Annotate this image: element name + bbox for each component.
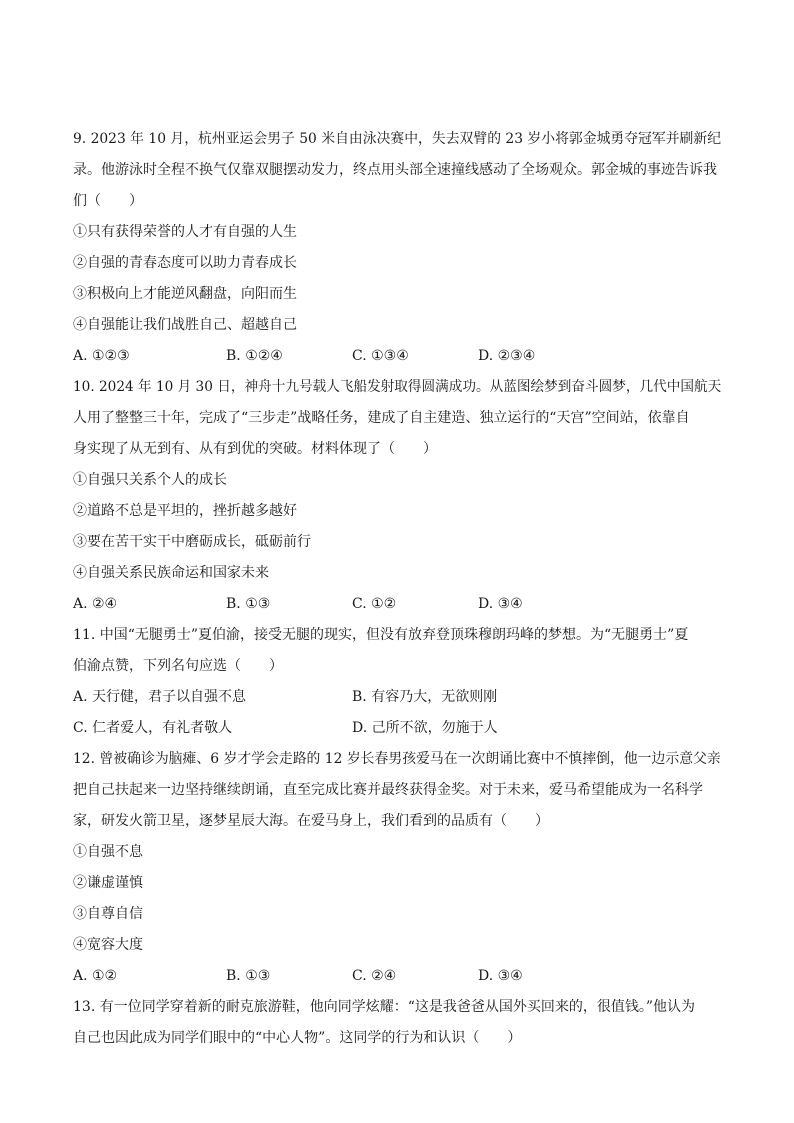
q9-stem-line-1: 9. 2023 年 10 月，杭州亚运会男子 50 米自由泳决赛中，失去双臂的 23 岁小将郭金城勇夺冠军并刷新纪	[73, 131, 722, 147]
q11-option-d: D. 己所不欲，勿施于人	[352, 720, 498, 736]
q9-stem-line-2: 录。他游泳时全程不换气仅靠双腿摆动发力，终点用头部全速撞线感动了全场观众。郭金城的事迹告诉我	[73, 162, 717, 178]
q9-option-a: A. ①②③	[73, 348, 130, 364]
q12-statement-4: ④宽容大度	[73, 937, 143, 953]
q12-option-d: D. ③④	[478, 968, 523, 984]
q10-statement-2: ②道路不总是平坦的，挫折越多越好	[73, 503, 297, 519]
q10-stem-line-2: 人用了整整三十年，完成了“三步走”战略任务，建成了自主建造、独立运行的“天宫”空间站，依靠自	[73, 410, 690, 426]
q10-option-d: D. ③④	[478, 596, 523, 612]
q12-stem-line-3: 家，研发火箭卫星，逐梦星辰大海。在爱马身上，我们看到的品质有（ ）	[73, 813, 549, 829]
q12-stem-line-2: 把自己扶起来一边坚持继续朗诵，直至完成比赛并最终获得金奖。对于未来，爱马希望能成为一名科学	[73, 782, 703, 798]
q11-stem-line-1: 11. 中国“无腿勇士”夏伯渝，接受无腿的现实，但没有放弃登顶珠穆朗玛峰的梦想。为“无腿勇士”夏	[73, 627, 689, 643]
q12-option-a: A. ①②	[73, 968, 118, 984]
q9-statement-3: ③积极向上才能逆风翻盘，向阳而生	[73, 286, 297, 302]
q10-option-a: A. ②④	[73, 596, 118, 612]
q10-stem-line-1: 10. 2024 年 10 月 30 日，神舟十九号载人飞船发射取得圆满成功。从蓝图绘梦到奋斗圆梦，几代中国航天	[73, 379, 722, 395]
q12-option-c: C. ②④	[352, 968, 397, 984]
q12-option-b: B. ①③	[226, 968, 271, 984]
q12-statement-1: ①自强不息	[73, 844, 143, 860]
q9-statement-1: ①只有获得荣誉的人才有自强的人生	[73, 224, 297, 240]
q10-stem-line-3: 身实现了从无到有、从有到优的突破。材料体现了（ ）	[73, 441, 437, 457]
q13-stem-line-1: 13. 有一位同学穿着新的耐克旅游鞋，他向同学炫耀：“这是我爸爸从国外买回来的，很值钱。”他认为	[73, 999, 696, 1015]
q11-option-a: A. 天行健，君子以自强不息	[73, 689, 247, 705]
q10-statement-1: ①自强只关系个人的成长	[73, 472, 227, 488]
q9-option-b: B. ①②④	[226, 348, 283, 364]
q12-statement-2: ②谦虚谨慎	[73, 875, 143, 891]
q11-stem-line-2: 伯渝点赞，下列名句应选（ ）	[73, 658, 283, 674]
q9-stem-line-3: 们（ ）	[73, 193, 143, 209]
q10-statement-3: ③要在苦干实干中磨砺成长，砥砺前行	[73, 534, 311, 550]
q12-stem-line-1: 12. 曾被确诊为脑瘫、6 岁才学会走路的 12 岁长春男孩爱马在一次朗诵比赛中不慎摔倒，他一边示意父亲	[73, 751, 721, 767]
q11-option-c: C. 仁者爱人，有礼者敬人	[73, 720, 233, 736]
q13-stem-line-2: 自己也因此成为同学们眼中的“中心人物”。这同学的行为和认识（ ）	[73, 1030, 522, 1046]
q9-option-c: C. ①③④	[352, 348, 409, 364]
q10-statement-4: ④自强关系民族命运和国家未来	[73, 565, 269, 581]
q9-statement-2: ②自强的青春态度可以助力青春成长	[73, 255, 297, 271]
q12-statement-3: ③自尊自信	[73, 906, 143, 922]
q11-option-b: B. 有容乃大，无欲则刚	[352, 689, 498, 705]
q9-statement-4: ④自强能让我们战胜自己、超越自己	[73, 317, 297, 333]
q10-option-c: C. ①②	[352, 596, 397, 612]
q9-option-d: D. ②③④	[478, 348, 536, 364]
q10-option-b: B. ①③	[226, 596, 271, 612]
